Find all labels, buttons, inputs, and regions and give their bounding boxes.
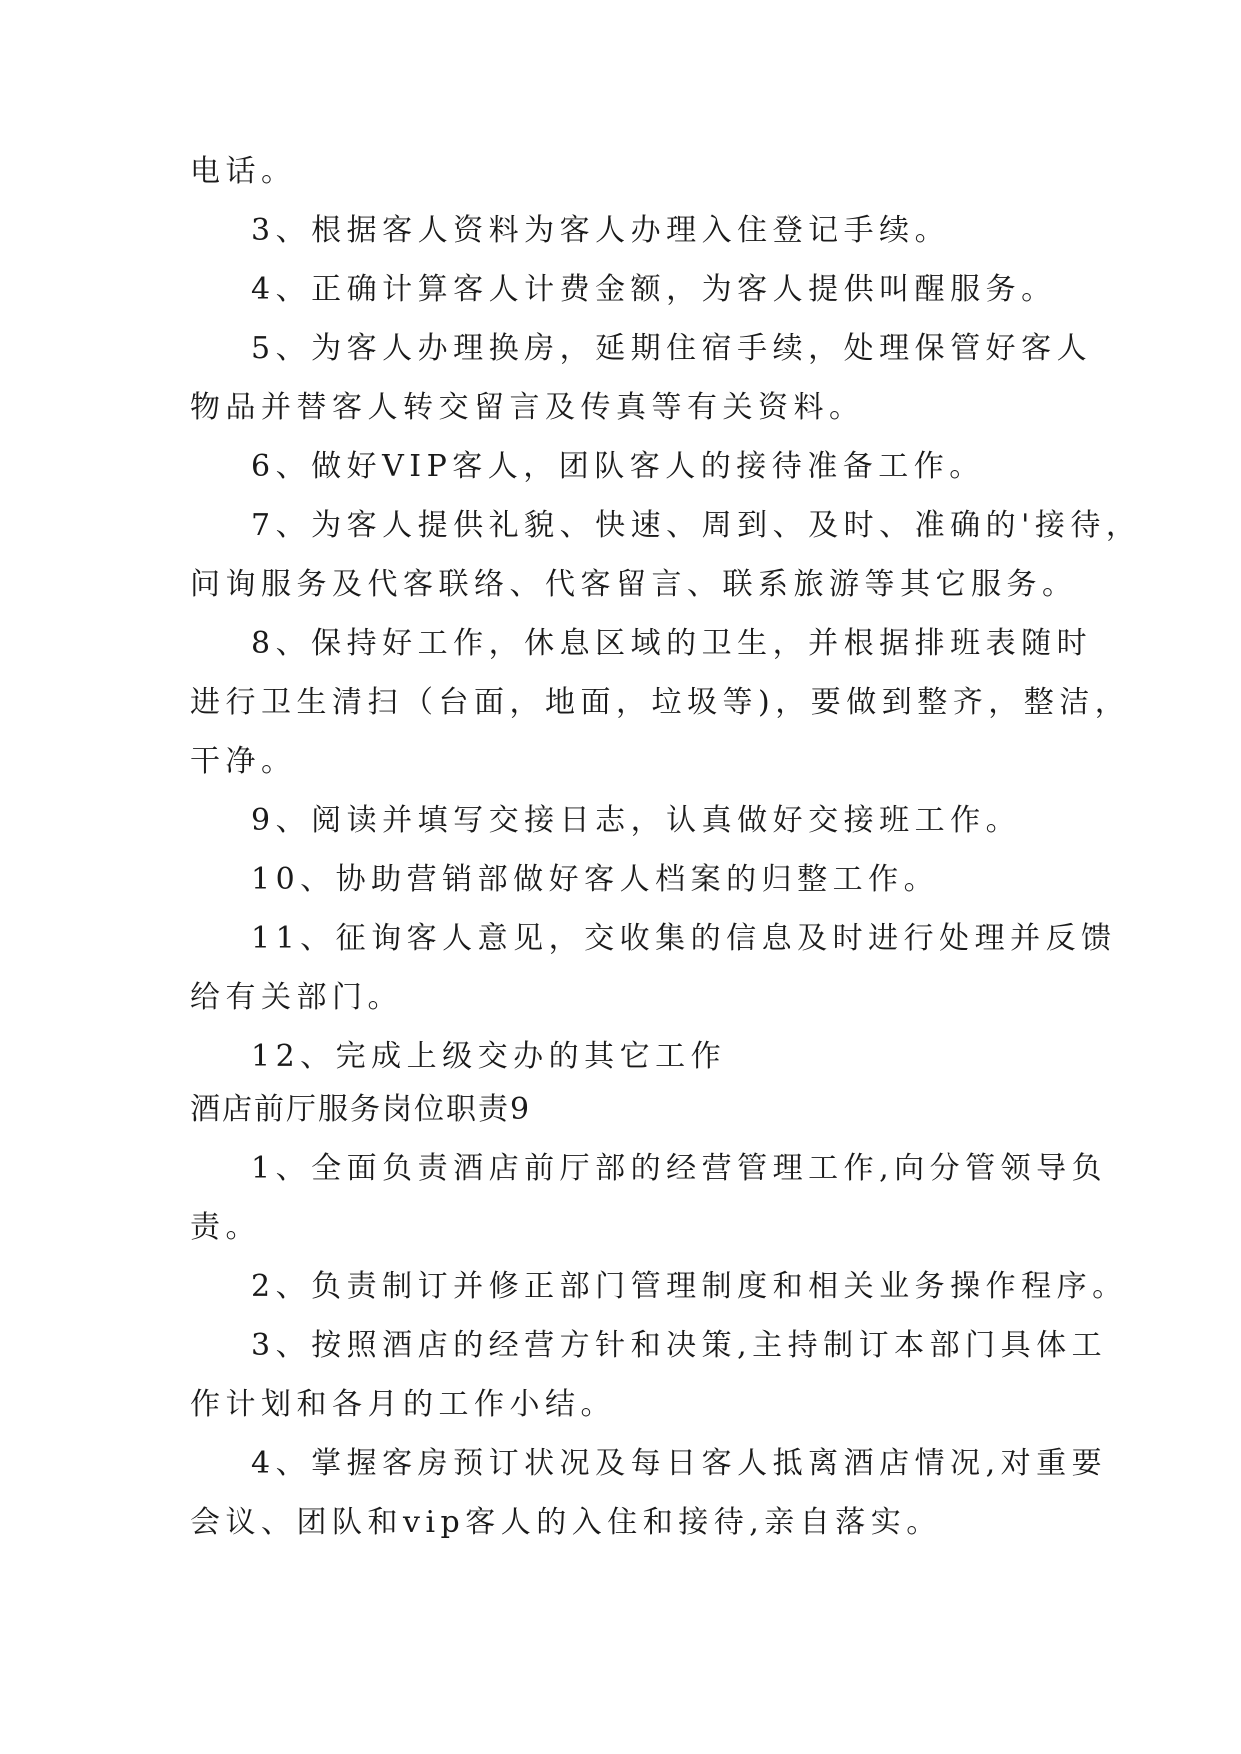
text-line: 作计划和各月的工作小结。: [190, 1387, 616, 1422]
text-line: 电话。: [190, 154, 297, 189]
list-item: 8、保持好工作，休息区域的卫生，并根据排班表随时: [251, 626, 1093, 661]
list-item: 3、按照酒店的经营方针和决策,主持制订本部门具体工: [251, 1328, 1108, 1363]
section-heading: 酒店前厅服务岗位职责9: [190, 1092, 532, 1127]
list-item: 7、为客人提供礼貌、快速、周到、及时、准确的'接待，: [251, 508, 1142, 543]
text-line: 进行卫生清扫（台面，地面，垃圾等)，要做到整齐，整洁，: [190, 685, 1131, 720]
list-item: 3、根据客人资料为客人办理入住登记手续。: [251, 213, 951, 248]
list-item: 11、征询客人意见，交收集的信息及时进行处理并反馈: [251, 921, 1117, 956]
list-item: 1、全面负责酒店前厅部的经营管理工作,向分管领导负: [251, 1151, 1108, 1186]
text-line: 问询服务及代客联络、代客留言、联系旅游等其它服务。: [190, 567, 1078, 602]
list-item: 6、做好VIP客人，团队客人的接待准备工作。: [251, 449, 985, 484]
list-item: 12、完成上级交办的其它工作: [251, 1039, 727, 1074]
list-item: 10、协助营销部做好客人档案的归整工作。: [251, 862, 940, 897]
text-line: 会议、团队和vip客人的入住和接待,亲自落实。: [190, 1505, 942, 1540]
list-item: 4、正确计算客人计费金额，为客人提供叫醒服务。: [251, 272, 1057, 307]
list-item: 5、为客人办理换房，延期住宿手续，处理保管好客人: [251, 331, 1093, 366]
text-line: 给有关部门。: [190, 980, 403, 1015]
list-item: 4、掌握客房预订状况及每日客人抵离酒店情况,对重要: [251, 1446, 1108, 1481]
list-item: 9、阅读并填写交接日志，认真做好交接班工作。: [251, 803, 1022, 838]
text-line: 干净。: [190, 744, 297, 779]
list-item: 2、负责制订并修正部门管理制度和相关业务操作程序。: [251, 1269, 1128, 1304]
text-line: 责。: [190, 1210, 261, 1245]
text-line: 物品并替客人转交留言及传真等有关资料。: [190, 390, 865, 425]
